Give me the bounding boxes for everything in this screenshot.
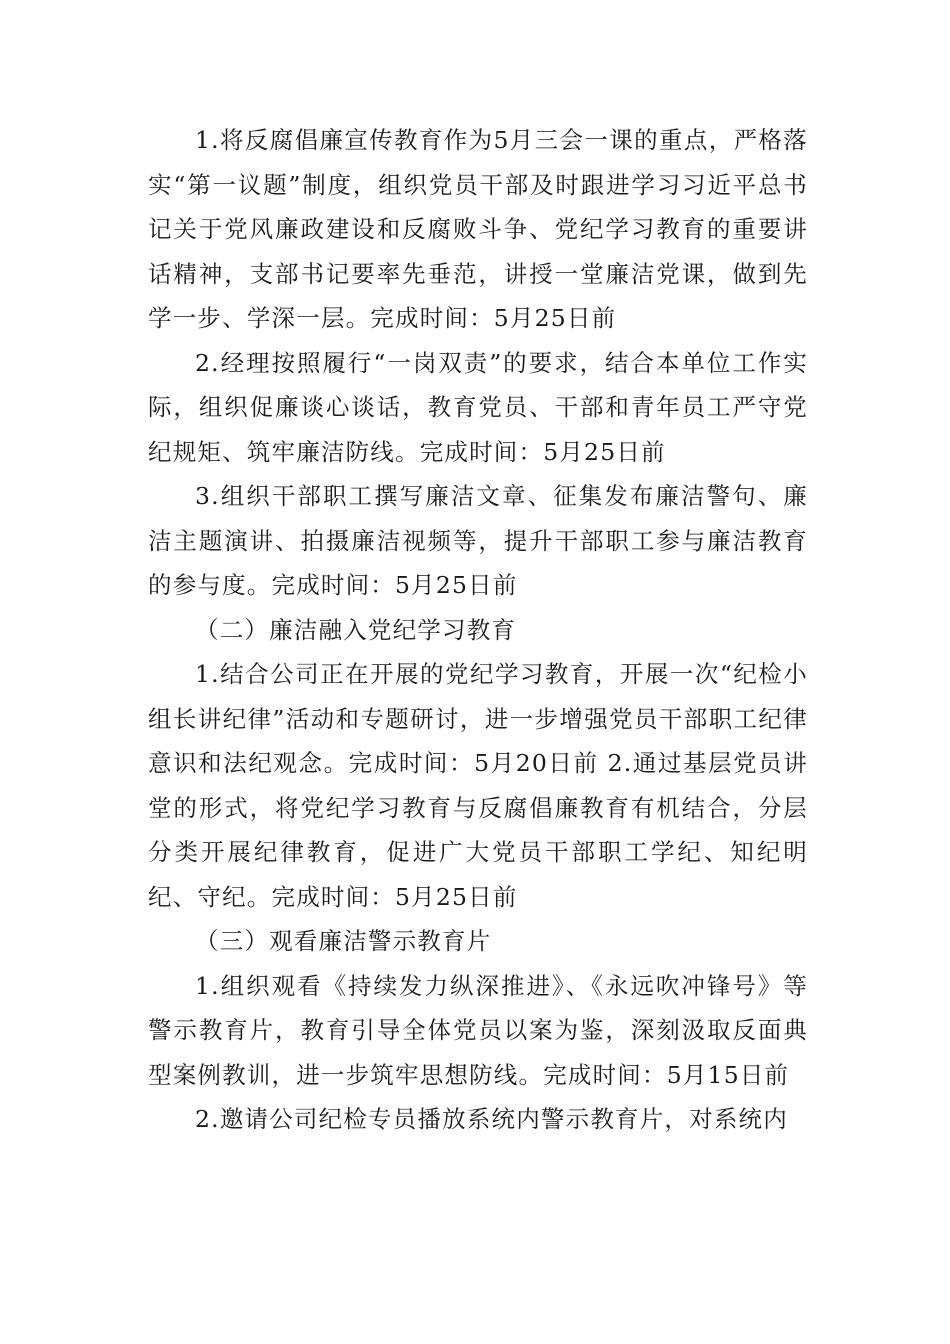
paragraph-discipline-education: 1.结合公司正在开展的党纪学习教育，开展一次“纪检小组长讲纪律”活动和专题研讨，进一步增强党员干部职工纪律意识和法纪观念。完成时间：5月20日前 2.通过基层党员讲堂的形式，将党纪学习教育与反腐倡廉教育有机结合，分层分类开展纪律教育，促进广大党员干部职工学纪、知纪明纪、守纪。完成时间：5月25日前 xyxy=(148,660,808,911)
section-heading-2: （二）廉洁融入党纪学习教育 xyxy=(195,615,517,644)
paragraph-invite-inspector: 2.邀请公司纪检专员播放系统内警示教育片，对系统内 xyxy=(195,1105,788,1133)
paragraph-item-3-writing-activities: 3.组织干部职工撰写廉洁文章、征集发布廉洁警句、廉洁主题演讲、拍摄廉洁视频等，提升干部职工参与廉洁教育的参与度。完成时间：5月25日前 xyxy=(148,482,808,599)
paragraph-watch-films: 1.组织观看《持续发力纵深推进》、《永远吹冲锋号》等警示教育片，教育引导全体党员以案为鉴，深刻汲取反面典型案例教训，进一步筑牢思想防线。完成时间：5月15日前 xyxy=(148,971,808,1089)
section-heading-3: （三）观看廉洁警示教育片 xyxy=(195,927,492,955)
document-body xyxy=(148,118,808,1142)
paragraph-item-2-manager-duty: 2.经理按照履行“一岗双责”的要求，结合本单位工作实际，组织促廉谈心谈话，教育党员、干部和青年员工严守党纪规矩、筑牢廉洁防线。完成时间：5月25日前 xyxy=(148,348,808,466)
paragraph-item-1-propaganda: 1.将反腐倡廉宣传教育作为5月三会一课的重点，严格落实“第一议题”制度，组织党员干部及时跟进学习习近平总书记关于党风廉政建设和反腐败斗争、党纪学习教育的重要讲话精神，支部书记要率先垂范，讲授一堂廉洁党课，做到先学一步、学深一层。完成时间：5月25日前 xyxy=(148,126,808,332)
